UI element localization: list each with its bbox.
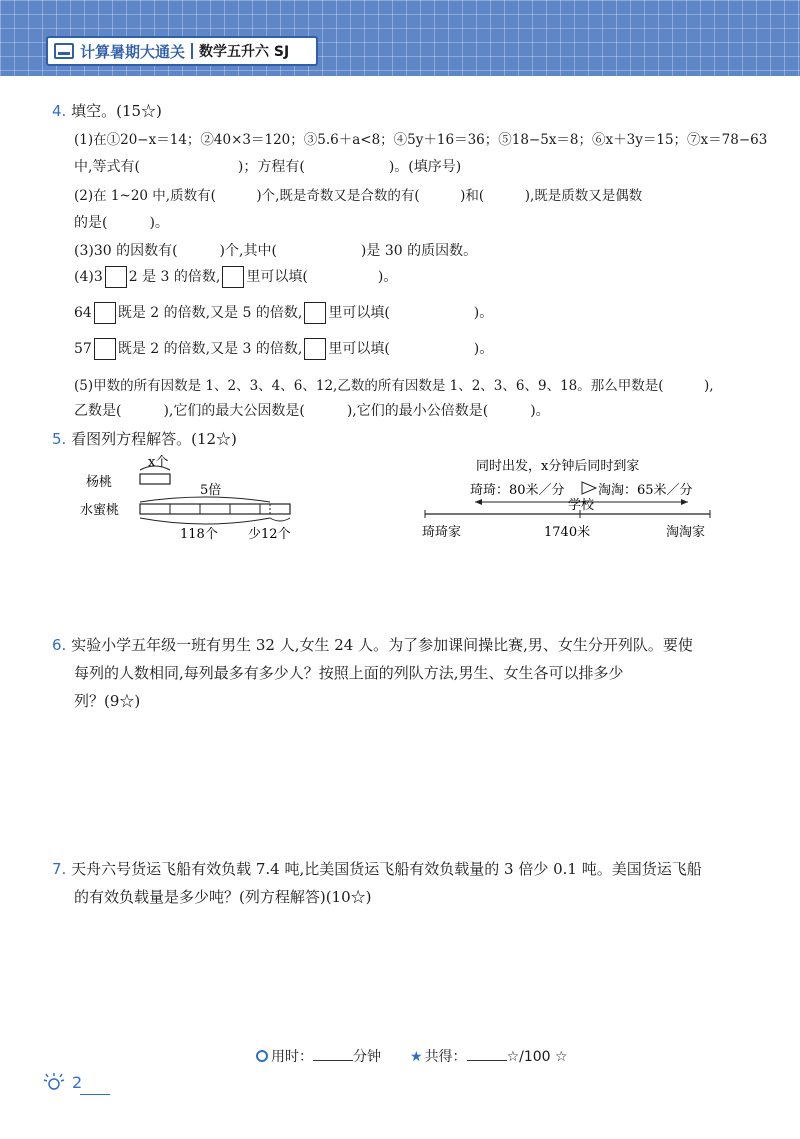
times-label: 5倍 — [200, 483, 222, 498]
q7-text-1: 天舟六号货运飞船有效负载 7.4 吨,比美国货运飞船有效负载量的 3 倍少 0.1 吨。美国货运飞船 — [71, 860, 702, 878]
score-label: 共得： — [424, 1049, 467, 1065]
q4-number: 4. — [52, 102, 67, 120]
answer-box[interactable] — [94, 338, 116, 360]
q6-line1 — [52, 634, 693, 655]
taotao-speed: 淘淘：65米／分 — [598, 483, 693, 498]
answer-box[interactable] — [222, 266, 244, 288]
q4-p4b-post: 既是 2 的倍数,又是 5 的倍数, — [117, 305, 303, 321]
q4-p4a-pre: (4)3 — [74, 269, 103, 285]
series-name: 计算暑期大通关 — [80, 42, 186, 61]
q6-line3: 列？(9☆) — [74, 692, 141, 710]
answer-box[interactable] — [94, 302, 116, 324]
score-blank[interactable] — [467, 1049, 507, 1061]
q4-p1-line1: (1)在①20−x＝14；②40×3＝120；③5.6＋a<8；④5y＋16＝36；⑤18−5x＝8；⑥x＋3y＝15；⑦x＝78−63 — [74, 132, 768, 148]
less-label: 少12个 — [248, 527, 291, 542]
q4-p4c-end: 里可以填( )。 — [328, 341, 494, 357]
answer-box[interactable] — [304, 302, 326, 324]
book-icon — [54, 43, 74, 59]
q4-title: 填空。(15☆) — [71, 102, 162, 120]
row-label-peach: 水蜜桃 — [80, 503, 120, 518]
total-label: 118个 — [180, 527, 218, 542]
school-flag-icon — [582, 482, 596, 494]
peach-bar — [140, 504, 290, 514]
total-brace — [140, 518, 270, 524]
q4-p4b — [74, 302, 493, 324]
q4-p4a-end: 里可以填( )。 — [246, 269, 398, 285]
q4-p4c-pre: 57 — [74, 341, 92, 357]
starfruit-bar — [140, 474, 170, 484]
q6-text-1: 实验小学五年级一班有男生 32 人,女生 24 人。为了参加课间操比赛,男、女生分开列队。要使 — [71, 636, 693, 654]
header-tab — [46, 36, 318, 66]
q6-line2: 每列的人数相同,每列最多有多少人？按照上面的列队方法,男生、女生各可以排多少 — [74, 664, 624, 682]
subject-label: 数学五升六 SJ — [199, 44, 290, 60]
row-label-starfruit: 杨桃 — [86, 475, 113, 490]
time-blank[interactable] — [313, 1049, 353, 1061]
q5-title: 看图列方程解答。(12☆) — [71, 430, 237, 448]
star-icon: ★ — [410, 1049, 423, 1065]
motion-caption: 同时出发，x分钟后同时到家 — [476, 459, 640, 474]
distance-diagram — [420, 452, 720, 547]
q5-heading — [52, 428, 237, 449]
q7-line2: 的有效负载量是多少吨？(列方程解答)(10☆) — [74, 888, 372, 906]
answer-box[interactable] — [304, 338, 326, 360]
x-count-label: x个 — [148, 455, 169, 470]
header-divider — [191, 43, 193, 59]
taotao-home-label: 淘淘家 — [666, 525, 706, 540]
q4-p4c — [74, 338, 493, 360]
qiqi-home-label: 琦琦家 — [422, 525, 462, 540]
peach-diagram — [80, 452, 310, 547]
q4-p4b-end: 里可以填( )。 — [328, 305, 494, 321]
q4-p4a-post: 2 是 3 的倍数, — [128, 269, 221, 285]
time-unit: 分钟 — [353, 1049, 381, 1065]
school-label: 学校 — [568, 498, 595, 513]
left-arrow-icon — [475, 499, 482, 505]
time-field — [256, 1046, 381, 1066]
page-number: 2 — [72, 1073, 83, 1092]
q4-p3: (3)30 的因数有( )个,其中( )是 30 的质因数。 — [74, 243, 478, 259]
time-label: 用时： — [271, 1049, 313, 1065]
clock-icon — [256, 1050, 268, 1062]
q4-p4b-pre: 64 — [74, 305, 92, 321]
q4-p5-line1: (5)甲数的所有因数是 1、2、3、4、6、12,乙数的所有因数是 1、2、3、6、9、18。那么甲数是( ), — [74, 378, 714, 394]
distance-label: 1740米 — [544, 525, 591, 540]
qiqi-speed: 琦琦：80米／分 — [470, 483, 565, 498]
answer-box[interactable] — [105, 266, 127, 288]
q4-p4a — [74, 266, 397, 288]
q6-number: 6. — [52, 636, 67, 654]
q5-number: 5. — [52, 430, 67, 448]
q4-heading — [52, 100, 162, 121]
page-rule — [80, 1094, 110, 1095]
score-unit: ☆/100 ☆ — [506, 1049, 568, 1065]
less-brace — [270, 518, 290, 521]
q7-number: 7. — [52, 860, 67, 878]
score-field — [410, 1046, 568, 1066]
q4-p1-line2: 中,等式有( )；方程有( )。(填序号) — [74, 159, 462, 175]
q4-p4c-post: 既是 2 的倍数,又是 3 的倍数, — [117, 341, 303, 357]
q4-p2-line2: 的是( )。 — [74, 215, 169, 231]
right-arrow-icon — [681, 499, 688, 505]
sun-icon — [42, 1072, 66, 1094]
q4-p5-line2: 乙数是( ),它们的最大公因数是( ),它们的最小公倍数是( )。 — [74, 403, 550, 419]
q7-line1 — [52, 858, 702, 879]
q4-p2-line1: (2)在 1~20 中,质数有( )个,既是奇数又是合数的有( )和( ),既是质数又是偶数 — [74, 188, 643, 204]
